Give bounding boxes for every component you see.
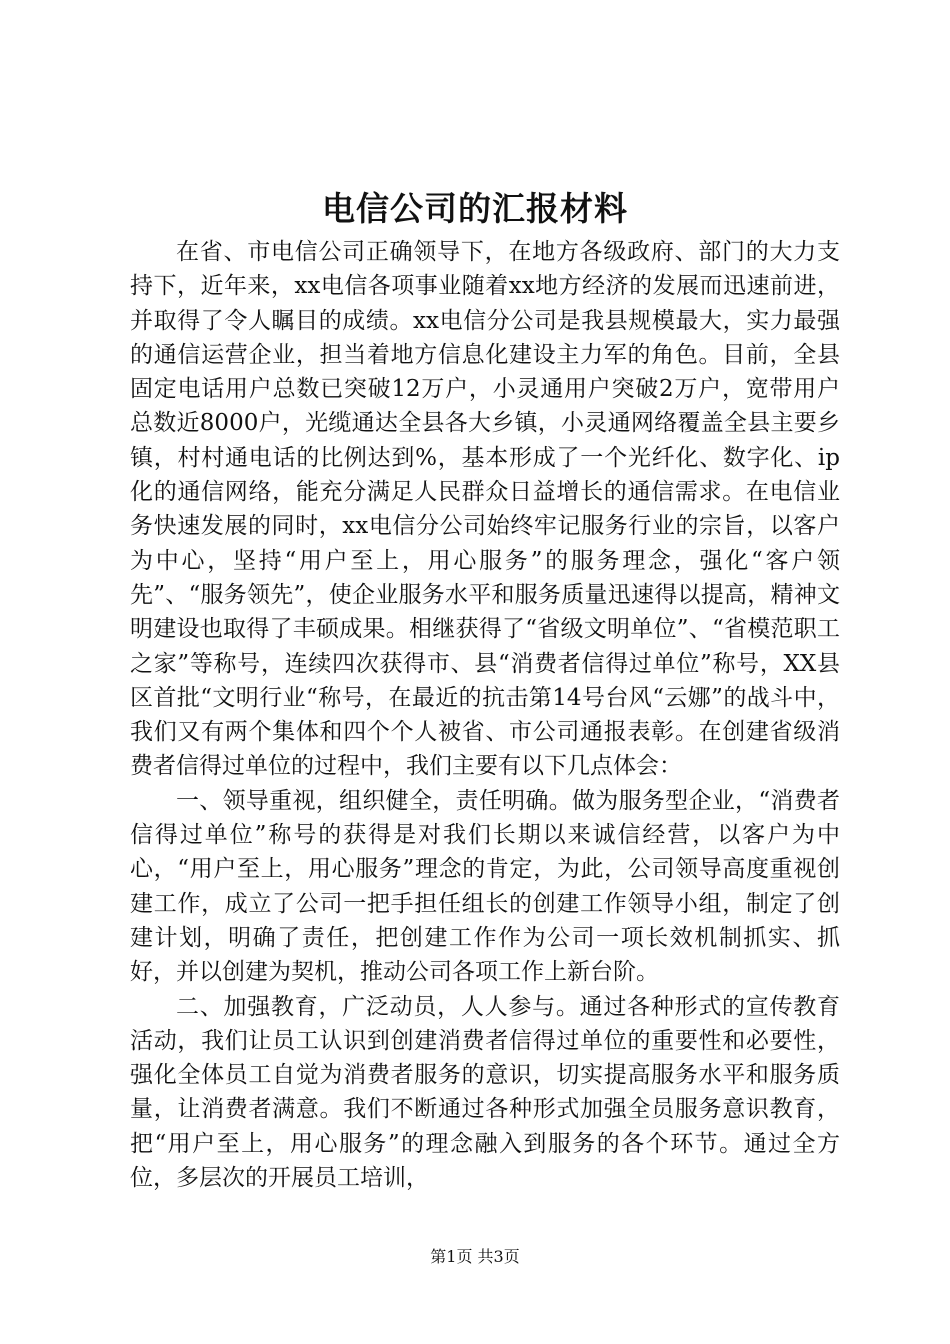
document-body	[130, 235, 840, 1195]
paragraph-point-one: 一、领导重视，组织健全，责任明确。做为服务型企业，“消费者信得过单位”称号的获得是对我们长期以来诚信经营，以客户为中心，“用户至上，用心服务”理念的肯定，为此，公司领导高度重视创建工作，成立了公司一把手担任组长的创建工作领导小组，制定了创建计划，明确了责任，把创建工作作为公司一项长效机制抓实、抓好，并以创建为契机，推动公司各项工作上新台阶。	[130, 787, 840, 986]
document-title: 电信公司的汇报材料	[322, 189, 628, 228]
page-number-footer: 第1页 共3页	[430, 1247, 520, 1266]
paragraph-intro: 在省、市电信公司正确领导下，在地方各级政府、部门的大力支持下，近年来，xx电信各项事业随着xx地方经济的发展而迅速前进，并取得了令人瞩目的成绩。xx电信分公司是我县规模最大，实力最强的通信运营企业，担当着地方信息化建设主力军的角色。目前，全县固定电话用户总数已突破12万户，小灵通用户突破2万户，宽带用户总数近8000户，光缆通达全县各大乡镇，小灵通网络覆盖全县主要乡镇，村村通电话的比例达到%，基本形成了一个光纤化、数字化、ip化的通信网络，能充分满足人民群众日益增长的通信需求。在电信业务快速发展的同时，xx电信分公司始终牢记服务行业的宗旨，以客户为中心，坚持“用户至上，用心服务”的服务理念，强化“客户领先”、“服务领先”，使企业服务水平和服务质量迅速得以提高，精神文明建设也取得了丰硕成果。相继获得了“省级文明单位”、“省模范职工之家”等称号，连续四次获得市、县“消费者信得过单位”称号，XX县区首批“文明行业“称号，在最近的抗击第14号台风“云娜”的战斗中，我们又有两个集体和四个个人被省、市公司通报表彰。在创建省级消费者信得过单位的过程中，我们主要有以下几点体会：	[130, 239, 840, 780]
paragraph-point-two: 二、加强教育，广泛动员，人人参与。通过各种形式的宣传教育活动，我们让员工认识到创建消费者信得过单位的重要性和必要性，强化全体员工自觉为消费者服务的意识，切实提高服务水平和服务质量，让消费者满意。我们不断通过各种形式加强全员服务意识教育，把“用户至上，用心服务”的理念融入到服务的各个环节。通过全方位，多层次的开展员工培训，	[130, 993, 840, 1192]
